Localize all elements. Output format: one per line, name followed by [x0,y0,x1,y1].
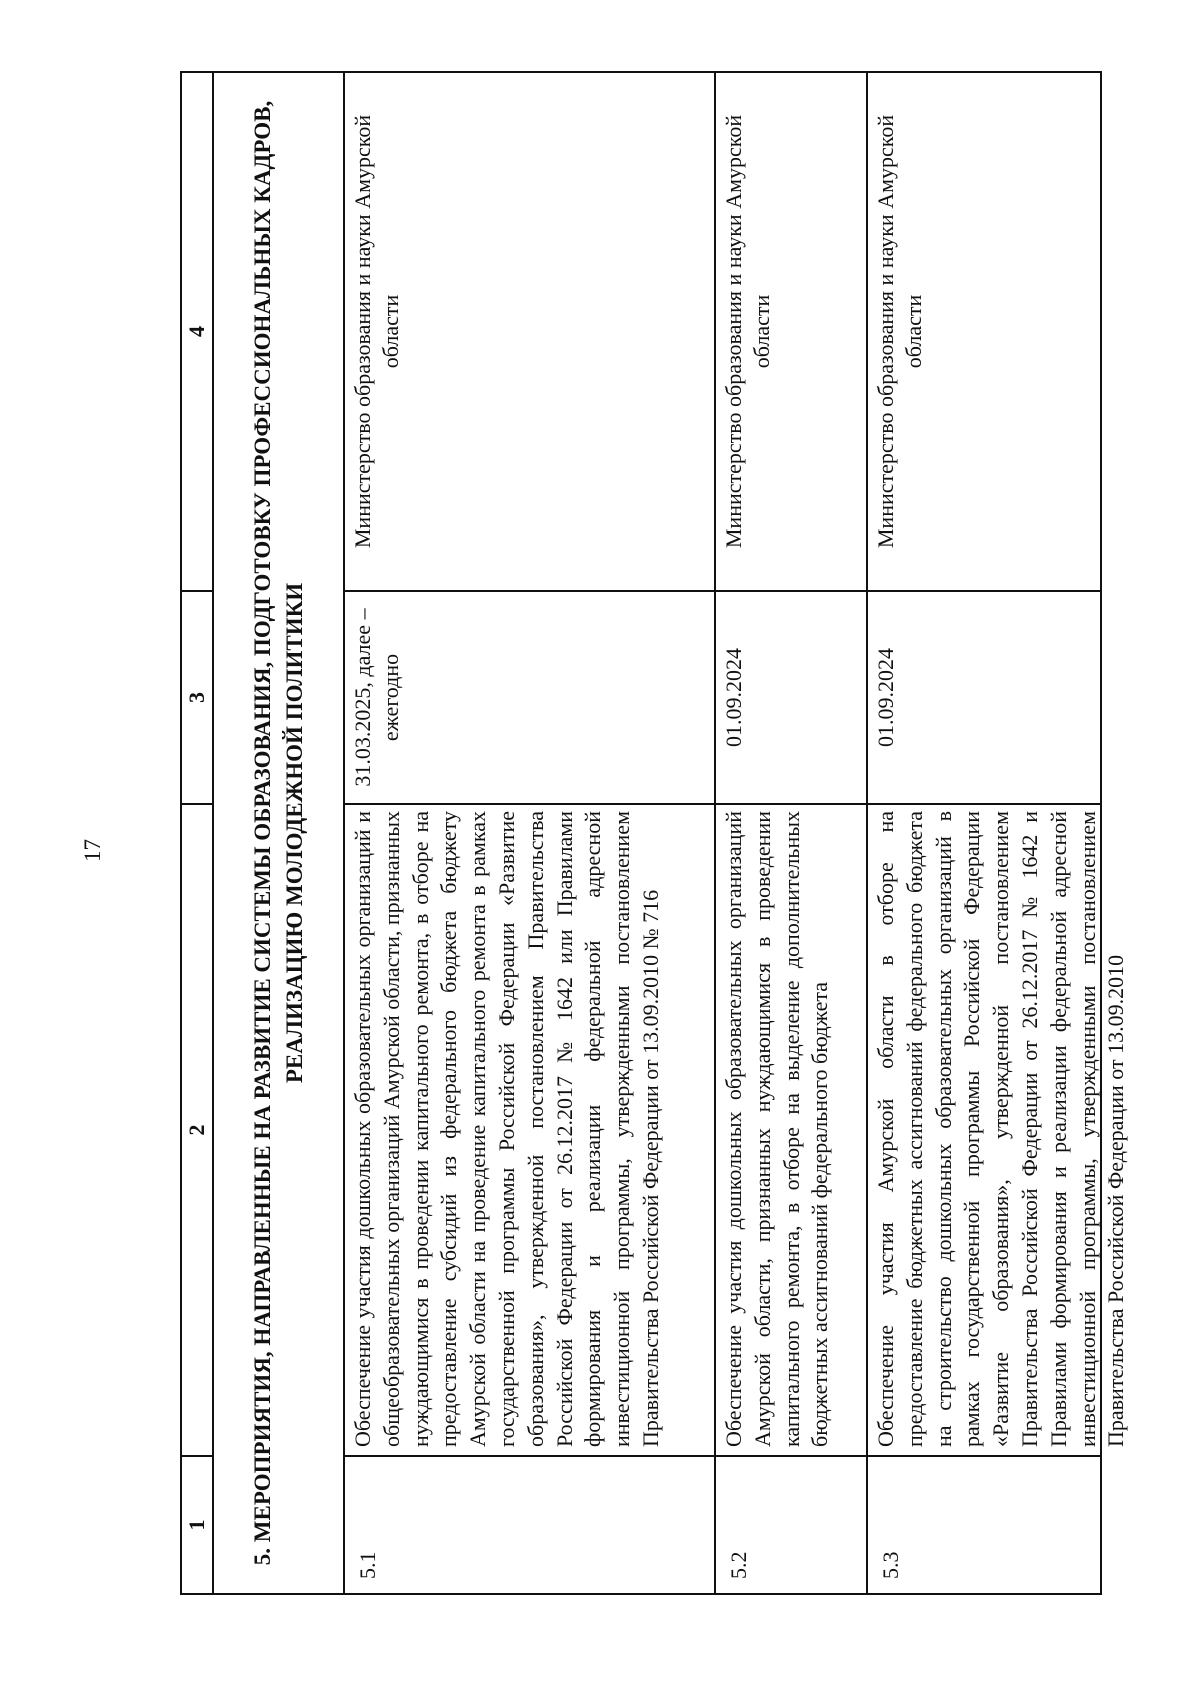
table-header-row [181,72,213,1594]
page-number: 17 [80,839,105,862]
row-description-cell [867,804,1129,1456]
row-description: Обеспечение участия дошкольных образовательных организаций Амурской области, признанных нуждающимися в проведении капитального ремонта, в отборе на выделение дополнительных бюджетных ассигнований федерального бюджета [715,804,867,1456]
row-responsible: Министерство образования и науки Амурской области [715,72,867,591]
row-number: 5.2 [715,1456,867,1594]
table-row [867,72,1101,1594]
row-responsible: Министерство образования и науки Амурской области [867,72,1101,591]
row-responsible: Министерство образования и науки Амурской области [344,72,715,591]
section-title: 5. МЕРОПРИЯТИЯ, НАПРАВЛЕННЫЕ НА РАЗВИТИЕ СИСТЕМЫ ОБРАЗОВАНИЯ, ПОДГОТОВКУ ПРОФЕССИОНАЛЬНЫХ КАДРОВ, РЕАЛИЗАЦИЮ МОЛОДЕЖНОЙ ПОЛИТИКИ [213,72,344,1594]
column-header-3: 3 [181,591,213,804]
row-date: 01.09.2024 [867,591,1101,804]
row-date: 31.03.2025, далее – ежегодно [344,591,715,804]
row-date: 01.09.2024 [715,591,867,804]
row-description: Обеспечение участия дошкольных образовательных организаций и общеобразовательных организаций Амурской области, признанных нуждающимися в проведении капитального ремонта, в отборе на предоставление субсидий из федерального бюджета бюджету Амурской области на проведение капитального ремонта в рамках государственной программы Российской Федерации «Развитие образования», утвержденной постановлением Правительства Российской Федерации от 26.12.2017 № 1642 или Правилами формирования и реализации федеральной адресной инвестиционной программы, утвержденными постановлением Правительства Российской Федерации от 13.09.2010 № 716 [344,804,715,1456]
column-header-1: 1 [181,1456,213,1594]
row-number: 5.3 [867,1456,1101,1594]
row-number: 5.1 [344,1456,715,1594]
table-row [715,72,867,1594]
rotated-table-frame [180,73,1129,1595]
table-row [344,72,715,1594]
column-header-4: 4 [181,72,213,591]
measures-table [180,71,1129,1595]
section-title-row [213,72,344,1594]
column-header-2: 2 [181,804,213,1456]
row-description: Обеспечение участия Амурской области в отборе на предоставление бюджетных ассигнований федерального бюджета на строительство дошкольных образовательных организаций в рамках государственной программы Российской Федерации «Развитие образования», утвержденной постановлением Правительства Российской Федерации от 26.12.2017 № 1642 и Правилами формирования и реализации федеральной адресной инвестиционной программы, утвержденными постановлением Правительства Российской Федерации от 13.09.2010 [873,811,1129,1447]
